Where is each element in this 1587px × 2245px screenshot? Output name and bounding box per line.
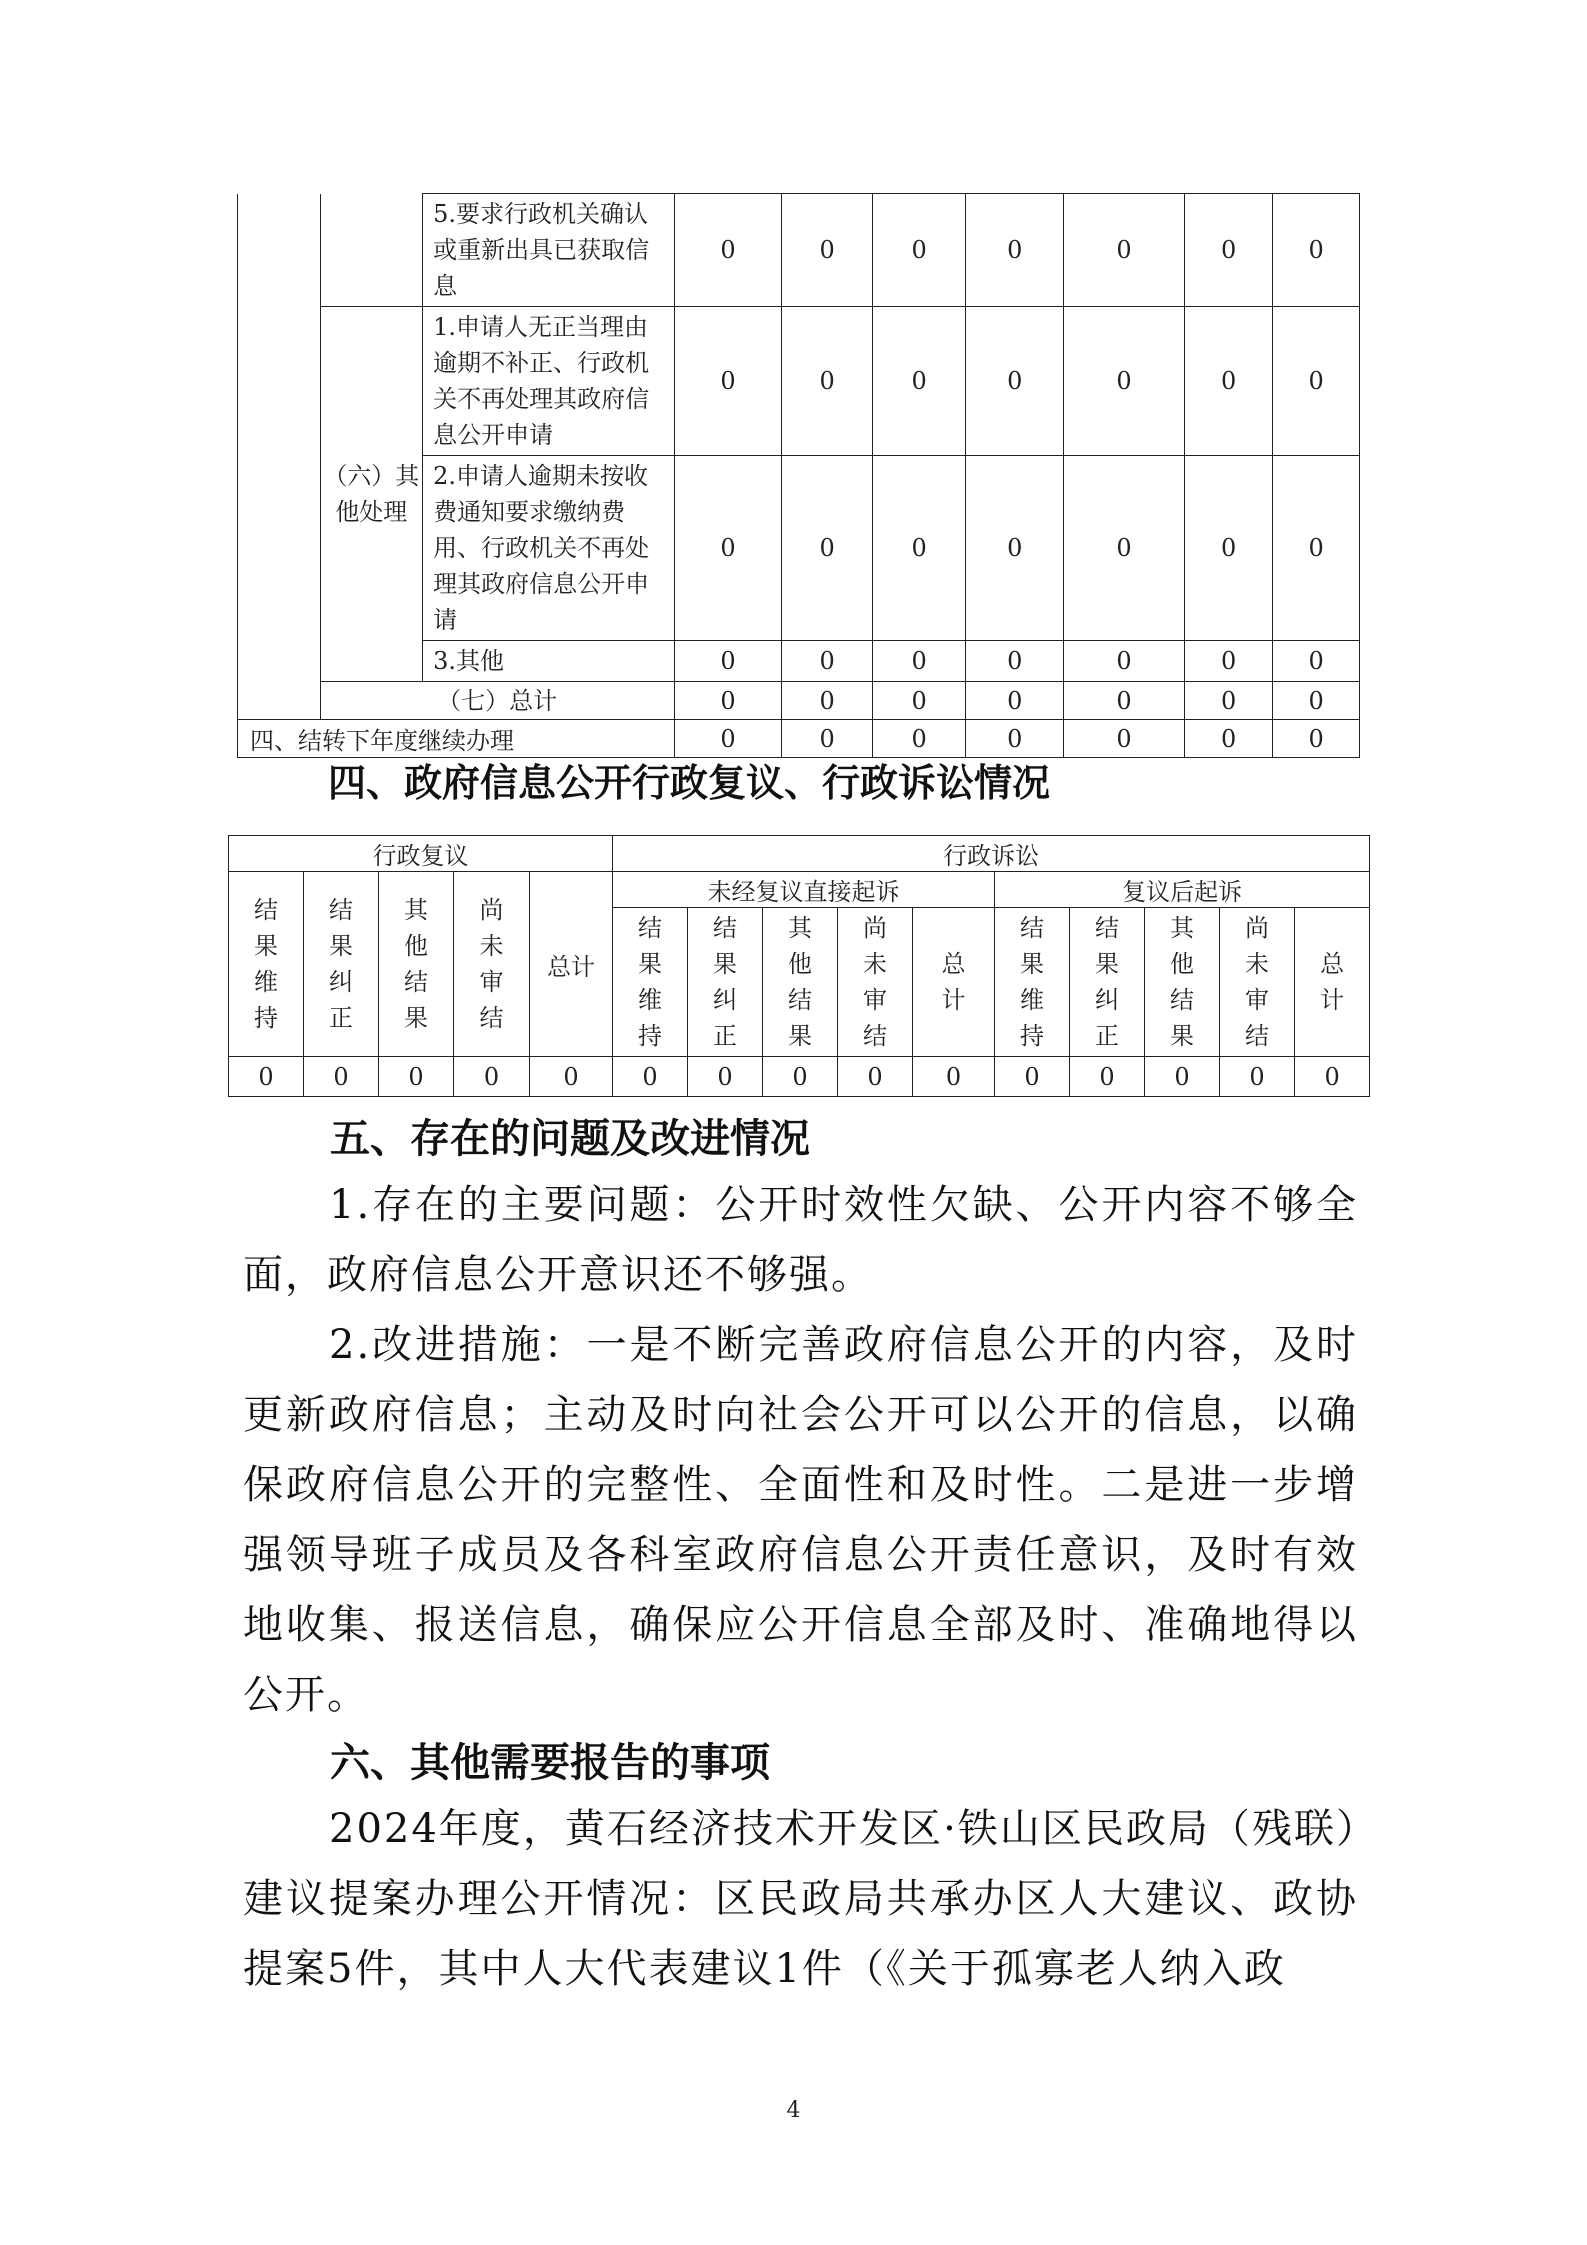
total-row: （七）总计 0 0 0 0 0 0 0 [238,682,1360,720]
col-header: 尚 未 审 结 [1220,908,1295,1057]
header-row-2 [229,872,1370,908]
table-row: 3.其他 0 0 0 0 0 0 0 [238,641,1360,682]
col-header: 总 计 [1295,908,1370,1057]
col-header: 结 果 维 持 [613,908,688,1057]
row-label: 5.要求行政机关确认或重新出具已获取信息 [423,194,675,307]
col-header: 结 果 纠 正 [1070,908,1145,1057]
section5-heading: 五、存在的问题及改进情况 [330,1116,810,1162]
direct-suit-header: 未经复议直接起诉 [613,872,995,908]
table-row: （六）其他处理 1.申请人无正当理由逾期不补正、行政机关不再处理其政府信息公开申请 0 0 0 0 0 0 0 [238,307,1360,456]
carry-over-row: 四、结转下年度继续办理 0 0 0 0 0 0 0 [238,720,1360,758]
application-handling-table [237,193,1360,758]
table-row: 2.申请人逾期未按收费通知要求缴纳费用、行政机关不再处理其政府信息公开申请 0 0 0 0 0 0 0 [238,456,1360,641]
col-header: 结 果 维 持 [229,872,304,1057]
header-row-1 [229,836,1370,872]
paragraph-improvements: 2.改进措施：一是不断完善政府信息公开的内容，及时更新政府信息；主动及时向社会公开可以公开的信息，以确保政府信息公开的完整性、全面性和及时性。二是进一步增强领导班子成员及各科室政府信息公开责任意识，及时有效地收集、报送信息，确保应公开信息全部及时、准确地得以公开。 [243,1322,1358,1718]
admin-litigation-header: 行政诉讼 [613,836,1370,872]
paragraph-problems: 1.存在的主要问题：公开时效性欠缺、公开内容不够全面，政府信息公开意识还不够强。 [243,1182,1358,1298]
row-label: 1.申请人无正当理由逾期不补正、行政机关不再处理其政府信息公开申请 [423,307,675,456]
col-header: 结 果 纠 正 [688,908,763,1057]
table-row: 5.要求行政机关确认或重新出具已获取信息 0 0 0 0 0 0 0 [238,194,1360,307]
col-header: 其 他 结 果 [763,908,838,1057]
row-label: 2.申请人逾期未按收费通知要求缴纳费用、行政机关不再处理其政府信息公开申请 [423,456,675,641]
admin-review-header: 行政复议 [229,836,613,872]
section6-heading: 六、其他需要报告的事项 [330,1740,770,1786]
review-litigation-table [228,835,1370,1097]
col-header-total: 总计 [530,872,613,1057]
col-header: 总 计 [913,908,995,1057]
row-label: 3.其他 [423,641,675,682]
total-label: （七）总计 [320,682,674,720]
carry-over-label: 四、结转下年度继续办理 [238,720,675,758]
section-blank-cell [320,194,423,307]
col-header: 其 他 结 果 [1145,908,1220,1057]
outer-blank-cell [238,194,321,720]
col-header: 结 果 维 持 [995,908,1070,1057]
col-header: 尚 未 审 结 [838,908,913,1057]
col-header: 其 他 结 果 [379,872,454,1057]
col-header: 结 果 纠 正 [304,872,379,1057]
values-row: 0 0 0 0 0 0 0 0 0 0 0 0 0 0 0 [229,1057,1370,1097]
col-header: 尚 未 审 结 [454,872,530,1057]
page-number: 4 [786,2098,801,2123]
section6-label: （六）其他处理 [320,307,423,682]
after-review-header: 复议后起诉 [995,872,1370,908]
section4-heading: 四、政府信息公开行政复议、行政诉讼情况 [328,761,1051,805]
paragraph-other-matters: 2024年度，黄石经济技术开发区·铁山区民政局（残联）建议提案办理公开情况：区民政局共承办区人大建议、政协提案5件，其中人大代表建议1件（《关于孤寡老人纳入政 [243,1806,1358,1992]
